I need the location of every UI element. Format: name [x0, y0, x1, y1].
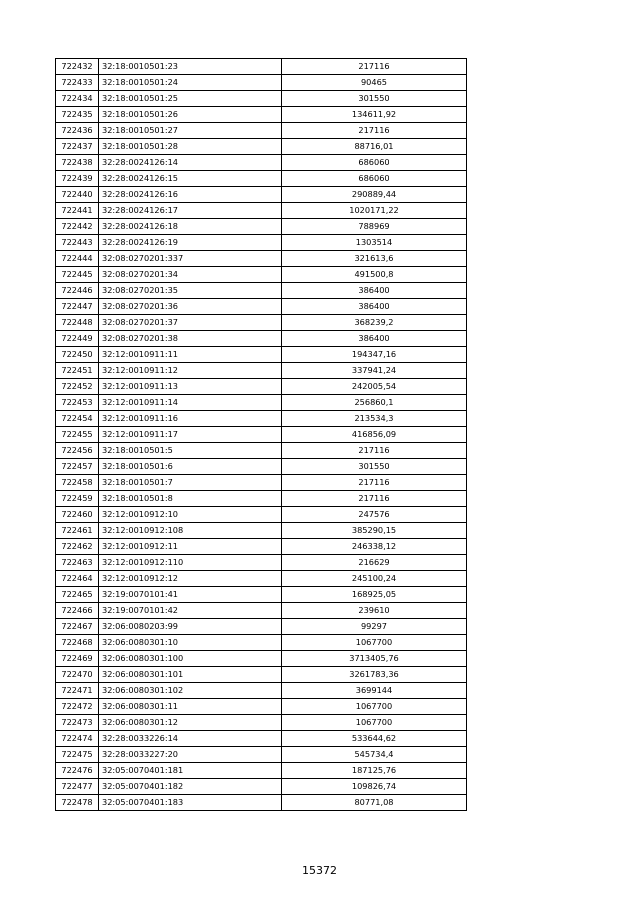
table-row — [56, 363, 467, 379]
table-row — [56, 107, 467, 123]
cadastral-number-cell: 32:06:0080301:11 — [99, 699, 282, 715]
cadastral-number-cell: 32:08:0270201:36 — [99, 299, 282, 315]
value-cell: 321613,6 — [282, 251, 467, 267]
value-cell: 246338,12 — [282, 539, 467, 555]
table-row — [56, 91, 467, 107]
row-number-cell: 722441 — [56, 203, 99, 219]
table-row — [56, 315, 467, 331]
cadastral-number-cell: 32:28:0024126:16 — [99, 187, 282, 203]
table-row — [56, 299, 467, 315]
value-cell: 386400 — [282, 331, 467, 347]
table-row — [56, 427, 467, 443]
value-cell: 90465 — [282, 75, 467, 91]
value-cell: 416856,09 — [282, 427, 467, 443]
table-row — [56, 731, 467, 747]
row-number-cell: 722439 — [56, 171, 99, 187]
row-number-cell: 722451 — [56, 363, 99, 379]
value-cell: 337941,24 — [282, 363, 467, 379]
row-number-cell: 722437 — [56, 139, 99, 155]
cadastral-number-cell: 32:12:0010912:12 — [99, 571, 282, 587]
cadastral-number-cell: 32:12:0010912:108 — [99, 523, 282, 539]
value-cell: 491500,8 — [282, 267, 467, 283]
cadastral-number-cell: 32:08:0270201:35 — [99, 283, 282, 299]
value-cell: 686060 — [282, 171, 467, 187]
table-row — [56, 123, 467, 139]
value-cell: 217116 — [282, 475, 467, 491]
cadastral-number-cell: 32:12:0010911:16 — [99, 411, 282, 427]
table-row — [56, 475, 467, 491]
row-number-cell: 722455 — [56, 427, 99, 443]
row-number-cell: 722449 — [56, 331, 99, 347]
row-number-cell: 722470 — [56, 667, 99, 683]
row-number-cell: 722452 — [56, 379, 99, 395]
table-row — [56, 235, 467, 251]
table-row — [56, 267, 467, 283]
row-number-cell: 722469 — [56, 651, 99, 667]
table-row — [56, 171, 467, 187]
row-number-cell: 722454 — [56, 411, 99, 427]
value-cell: 301550 — [282, 91, 467, 107]
row-number-cell: 722478 — [56, 795, 99, 811]
value-cell: 217116 — [282, 491, 467, 507]
cadastral-number-cell: 32:06:0080301:12 — [99, 715, 282, 731]
table-row — [56, 571, 467, 587]
value-cell: 3699144 — [282, 683, 467, 699]
value-cell: 256860,1 — [282, 395, 467, 411]
cadastral-number-cell: 32:12:0010912:110 — [99, 555, 282, 571]
table-row — [56, 379, 467, 395]
row-number-cell: 722443 — [56, 235, 99, 251]
table-row — [56, 459, 467, 475]
row-number-cell: 722466 — [56, 603, 99, 619]
cadastral-number-cell: 32:28:0024126:15 — [99, 171, 282, 187]
table-row — [56, 283, 467, 299]
cadastral-number-cell: 32:19:0070101:41 — [99, 587, 282, 603]
table-row — [56, 779, 467, 795]
value-cell: 788969 — [282, 219, 467, 235]
table-row — [56, 651, 467, 667]
row-number-cell: 722477 — [56, 779, 99, 795]
value-cell: 290889,44 — [282, 187, 467, 203]
row-number-cell: 722465 — [56, 587, 99, 603]
row-number-cell: 722472 — [56, 699, 99, 715]
row-number-cell: 722440 — [56, 187, 99, 203]
value-cell: 1067700 — [282, 635, 467, 651]
row-number-cell: 722446 — [56, 283, 99, 299]
row-number-cell: 722474 — [56, 731, 99, 747]
row-number-cell: 722471 — [56, 683, 99, 699]
row-number-cell: 722442 — [56, 219, 99, 235]
value-cell: 1020171,22 — [282, 203, 467, 219]
row-number-cell: 722462 — [56, 539, 99, 555]
cadastral-number-cell: 32:18:0010501:24 — [99, 75, 282, 91]
table-row — [56, 187, 467, 203]
table-row — [56, 715, 467, 731]
cadastral-number-cell: 32:28:0033227:20 — [99, 747, 282, 763]
table-row — [56, 555, 467, 571]
cadastral-number-cell: 32:08:0270201:38 — [99, 331, 282, 347]
row-number-cell: 722461 — [56, 523, 99, 539]
table-row — [56, 347, 467, 363]
cadastral-number-cell: 32:12:0010911:12 — [99, 363, 282, 379]
value-cell: 385290,15 — [282, 523, 467, 539]
table-row — [56, 155, 467, 171]
cadastral-number-cell: 32:18:0010501:7 — [99, 475, 282, 491]
cadastral-number-cell: 32:12:0010911:14 — [99, 395, 282, 411]
cadastral-number-cell: 32:12:0010911:11 — [99, 347, 282, 363]
row-number-cell: 722436 — [56, 123, 99, 139]
cadastral-number-cell: 32:05:0070401:181 — [99, 763, 282, 779]
cadastral-number-cell: 32:08:0270201:37 — [99, 315, 282, 331]
table-row — [56, 507, 467, 523]
cadastral-number-cell: 32:28:0033226:14 — [99, 731, 282, 747]
row-number-cell: 722476 — [56, 763, 99, 779]
cadastral-number-cell: 32:18:0010501:6 — [99, 459, 282, 475]
value-cell: 368239,2 — [282, 315, 467, 331]
cadastral-number-cell: 32:18:0010501:27 — [99, 123, 282, 139]
cadastral-number-cell: 32:08:0270201:34 — [99, 267, 282, 283]
row-number-cell: 722432 — [56, 59, 99, 75]
table-row — [56, 747, 467, 763]
cadastral-number-cell: 32:12:0010912:10 — [99, 507, 282, 523]
table-row — [56, 539, 467, 555]
cadastral-number-cell: 32:12:0010912:11 — [99, 539, 282, 555]
cadastral-number-cell: 32:18:0010501:8 — [99, 491, 282, 507]
cadastral-number-cell: 32:28:0024126:17 — [99, 203, 282, 219]
cadastral-number-cell: 32:18:0010501:26 — [99, 107, 282, 123]
value-cell: 217116 — [282, 443, 467, 459]
value-cell: 239610 — [282, 603, 467, 619]
value-cell: 217116 — [282, 123, 467, 139]
table-row — [56, 411, 467, 427]
value-cell: 545734,4 — [282, 747, 467, 763]
row-number-cell: 722445 — [56, 267, 99, 283]
cadastral-number-cell: 32:18:0010501:5 — [99, 443, 282, 459]
row-number-cell: 722463 — [56, 555, 99, 571]
cadastral-number-cell: 32:18:0010501:23 — [99, 59, 282, 75]
value-cell: 386400 — [282, 283, 467, 299]
table-row — [56, 251, 467, 267]
table-row — [56, 763, 467, 779]
row-number-cell: 722435 — [56, 107, 99, 123]
cadastral-number-cell: 32:08:0270201:337 — [99, 251, 282, 267]
value-cell: 217116 — [282, 59, 467, 75]
page-number: 15372 — [302, 864, 337, 877]
row-number-cell: 722467 — [56, 619, 99, 635]
table-body — [56, 59, 467, 811]
cadastral-number-cell: 32:06:0080301:100 — [99, 651, 282, 667]
row-number-cell: 722444 — [56, 251, 99, 267]
row-number-cell: 722468 — [56, 635, 99, 651]
value-cell: 301550 — [282, 459, 467, 475]
value-cell: 1067700 — [282, 699, 467, 715]
table-row — [56, 139, 467, 155]
cadastral-number-cell: 32:06:0080301:102 — [99, 683, 282, 699]
cadastral-number-cell: 32:19:0070101:42 — [99, 603, 282, 619]
table-row — [56, 219, 467, 235]
row-number-cell: 722453 — [56, 395, 99, 411]
value-cell: 80771,08 — [282, 795, 467, 811]
table-row — [56, 331, 467, 347]
value-cell: 245100,24 — [282, 571, 467, 587]
cadastral-number-cell: 32:18:0010501:28 — [99, 139, 282, 155]
row-number-cell: 722458 — [56, 475, 99, 491]
value-cell: 168925,05 — [282, 587, 467, 603]
value-cell: 3713405,76 — [282, 651, 467, 667]
data-table — [55, 58, 467, 811]
table-row — [56, 683, 467, 699]
cadastral-number-cell: 32:05:0070401:183 — [99, 795, 282, 811]
value-cell: 134611,92 — [282, 107, 467, 123]
row-number-cell: 722460 — [56, 507, 99, 523]
table-row — [56, 443, 467, 459]
row-number-cell: 722433 — [56, 75, 99, 91]
value-cell: 187125,76 — [282, 763, 467, 779]
value-cell: 686060 — [282, 155, 467, 171]
table-row — [56, 603, 467, 619]
value-cell: 216629 — [282, 555, 467, 571]
value-cell: 213534,3 — [282, 411, 467, 427]
row-number-cell: 722464 — [56, 571, 99, 587]
table-row — [56, 699, 467, 715]
row-number-cell: 722434 — [56, 91, 99, 107]
table-row — [56, 395, 467, 411]
row-number-cell: 722475 — [56, 747, 99, 763]
row-number-cell: 722438 — [56, 155, 99, 171]
value-cell: 109826,74 — [282, 779, 467, 795]
table-row — [56, 523, 467, 539]
cadastral-number-cell: 32:06:0080301:10 — [99, 635, 282, 651]
value-cell: 194347,16 — [282, 347, 467, 363]
cadastral-number-cell: 32:12:0010911:17 — [99, 427, 282, 443]
value-cell: 88716,01 — [282, 139, 467, 155]
cadastral-number-cell: 32:28:0024126:14 — [99, 155, 282, 171]
cadastral-number-cell: 32:12:0010911:13 — [99, 379, 282, 395]
table-row — [56, 667, 467, 683]
row-number-cell: 722450 — [56, 347, 99, 363]
value-cell: 533644,62 — [282, 731, 467, 747]
table-row — [56, 491, 467, 507]
row-number-cell: 722447 — [56, 299, 99, 315]
table-row — [56, 59, 467, 75]
row-number-cell: 722473 — [56, 715, 99, 731]
cadastral-number-cell: 32:28:0024126:19 — [99, 235, 282, 251]
row-number-cell: 722456 — [56, 443, 99, 459]
table-row — [56, 203, 467, 219]
table-row — [56, 635, 467, 651]
table-row — [56, 587, 467, 603]
value-cell: 1067700 — [282, 715, 467, 731]
cadastral-number-cell: 32:06:0080301:101 — [99, 667, 282, 683]
cadastral-number-cell: 32:06:0080203:99 — [99, 619, 282, 635]
value-cell: 3261783,36 — [282, 667, 467, 683]
cadastral-number-cell: 32:28:0024126:18 — [99, 219, 282, 235]
cadastral-number-cell: 32:05:0070401:182 — [99, 779, 282, 795]
table-row — [56, 75, 467, 91]
value-cell: 1303514 — [282, 235, 467, 251]
value-cell: 386400 — [282, 299, 467, 315]
value-cell: 242005,54 — [282, 379, 467, 395]
value-cell: 247576 — [282, 507, 467, 523]
row-number-cell: 722457 — [56, 459, 99, 475]
table-row — [56, 795, 467, 811]
row-number-cell: 722448 — [56, 315, 99, 331]
row-number-cell: 722459 — [56, 491, 99, 507]
cadastral-number-cell: 32:18:0010501:25 — [99, 91, 282, 107]
table-row — [56, 619, 467, 635]
value-cell: 99297 — [282, 619, 467, 635]
